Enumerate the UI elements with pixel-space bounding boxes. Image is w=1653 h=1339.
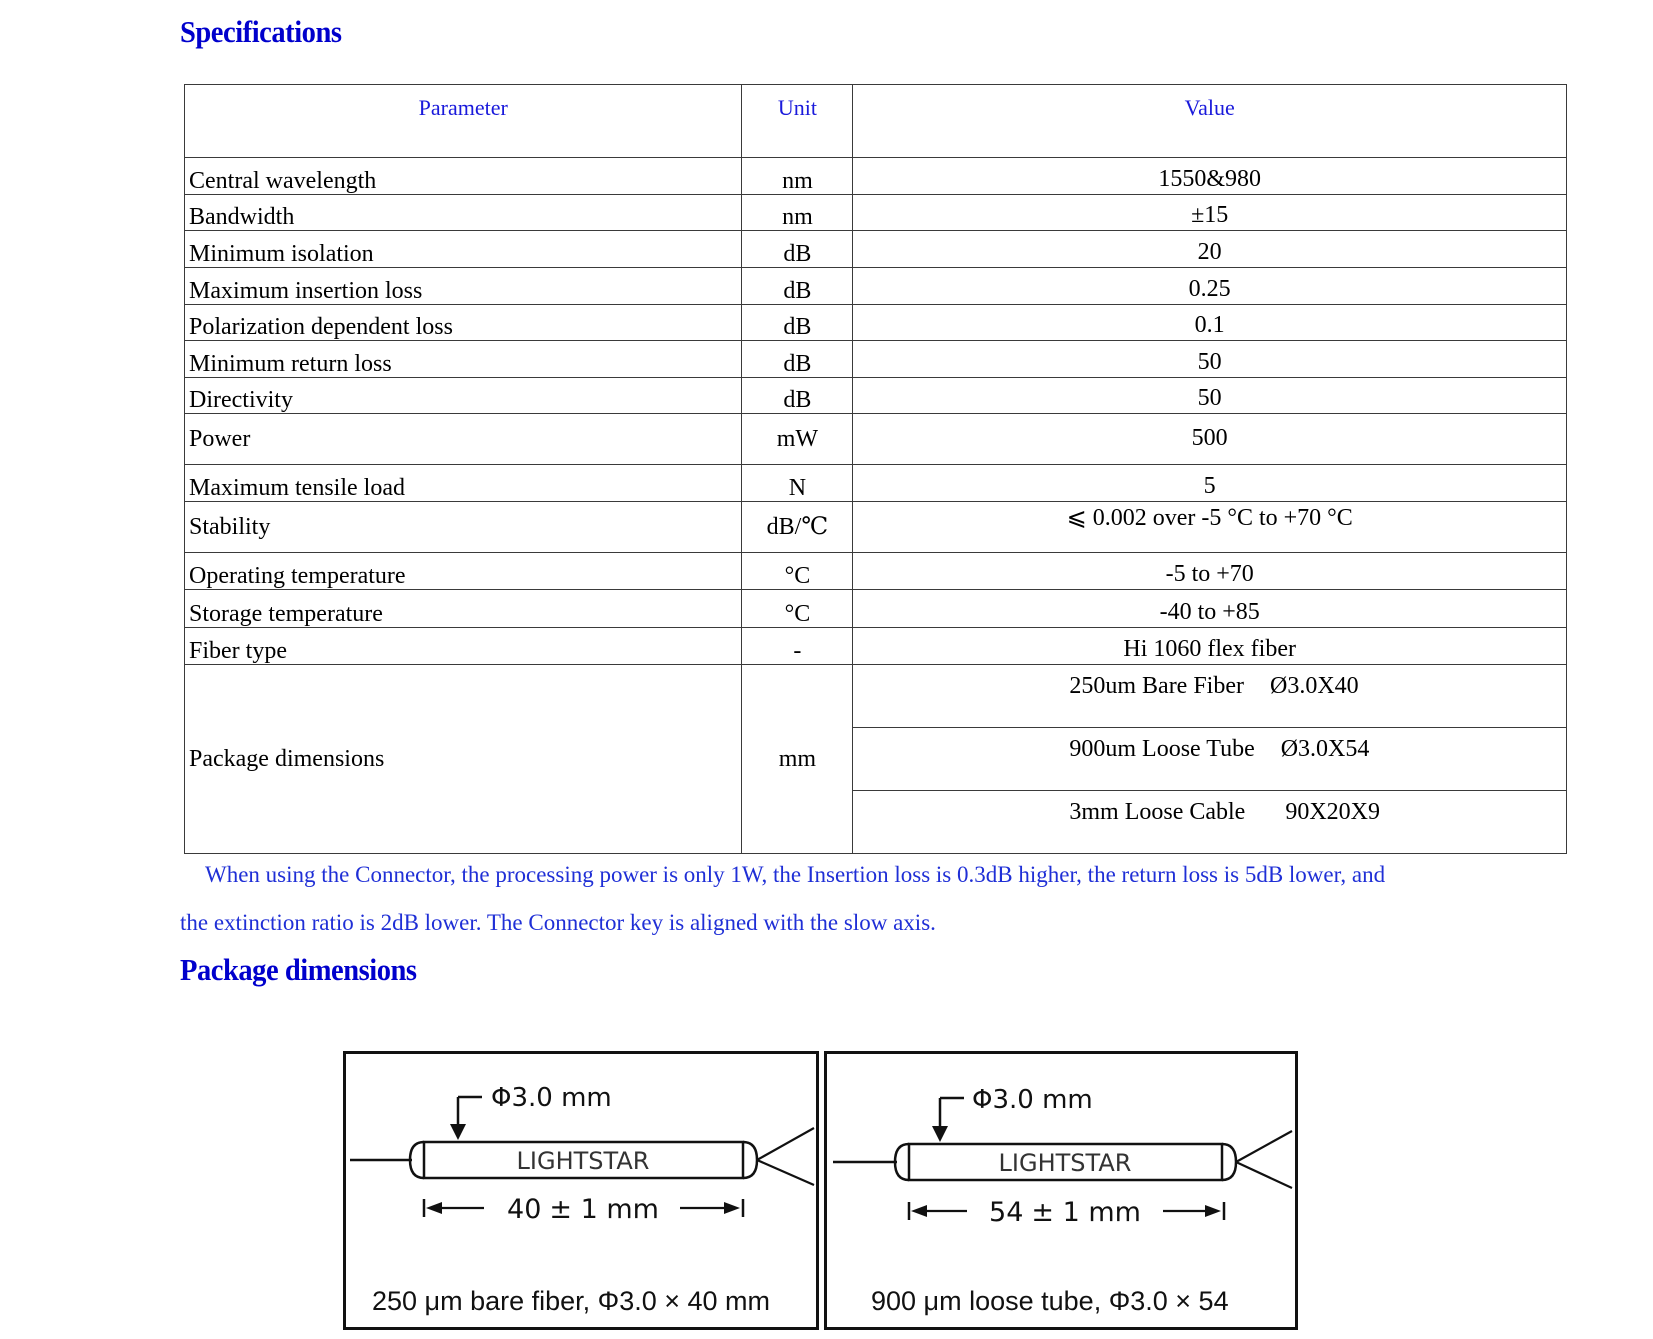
unit-cell: dB: [742, 268, 853, 305]
unit-cell: nm: [742, 158, 853, 195]
table-row: [185, 414, 1567, 465]
diagram-caption: 900 μm loose tube, Φ3.0 × 54: [871, 1286, 1229, 1316]
diagram-caption: 250 μm bare fiber, Φ3.0 × 40 mm: [372, 1286, 771, 1316]
unit-cell: nm: [742, 195, 853, 231]
table-row: [185, 628, 1567, 665]
dim-arrow-right-icon: [1205, 1205, 1221, 1217]
param-cell: Bandwidth: [185, 195, 742, 231]
param-cell: Package dimensions: [185, 665, 742, 854]
table-row: [185, 590, 1567, 628]
value-cell: Hi 1060 flex fiber: [853, 628, 1567, 665]
unit-cell: dB: [742, 231, 853, 268]
package-option-cell: [853, 665, 1567, 728]
value-cell: 0.25: [853, 268, 1567, 305]
table-row: [185, 341, 1567, 378]
table-row: [185, 158, 1567, 195]
package-option-cell: [853, 728, 1567, 791]
param-cell: Maximum tensile load: [185, 465, 742, 502]
diameter-label: Φ3.0 mm: [972, 1085, 1093, 1115]
unit-cell: dB: [742, 305, 853, 341]
package-option-cell: [853, 791, 1567, 854]
param-cell: Minimum return loss: [185, 341, 742, 378]
unit-cell: °C: [742, 553, 853, 590]
unit-cell: °C: [742, 590, 853, 628]
param-cell: Operating temperature: [185, 553, 742, 590]
length-tolerance: ± 1 mm: [1031, 1197, 1141, 1228]
value-cell: 20: [853, 231, 1567, 268]
value-cell: 50: [853, 341, 1567, 378]
param-cell: Maximum insertion loss: [185, 268, 742, 305]
param-cell: Stability: [185, 502, 742, 553]
tube-left-cap: [895, 1144, 909, 1180]
diameter-leader-line: [458, 1097, 482, 1124]
param-cell: Central wavelength: [185, 158, 742, 195]
connector-note-line-2: the extinction ratio is 2dB lower. The Connector key is aligned with the slow axis.: [180, 910, 936, 935]
header-parameter: Parameter: [185, 85, 742, 158]
table-header-row: [185, 85, 1567, 158]
table-row: [185, 268, 1567, 305]
value-cell: 1550&980: [853, 158, 1567, 195]
table-row: [185, 465, 1567, 502]
package-size: 90X20X9: [1285, 799, 1380, 825]
package-type: 3mm Loose Cable: [1069, 799, 1246, 825]
value-cell: 5: [853, 465, 1567, 502]
package-diagram-loose-tube: [824, 1051, 1298, 1330]
table-row-package: [185, 665, 1567, 728]
length-label: [507, 1194, 659, 1225]
value-cell: 0.1: [853, 305, 1567, 341]
diameter-arrow-icon: [932, 1126, 948, 1142]
diameter-leader-line: [940, 1098, 964, 1126]
unit-cell: mW: [742, 414, 853, 465]
table-row: [185, 195, 1567, 231]
brand-label: LIGHTSTAR: [998, 1149, 1132, 1177]
unit-cell: mm: [742, 665, 853, 854]
tube-right-cap: [1222, 1144, 1236, 1180]
value-cell: 500: [853, 414, 1567, 465]
value-cell: ±15: [853, 195, 1567, 231]
param-cell: Directivity: [185, 378, 742, 414]
header-value: Value: [853, 85, 1567, 158]
output-fibers: [757, 1128, 814, 1185]
diameter-label: Φ3.0 mm: [491, 1083, 612, 1113]
package-type: 900um Loose Tube: [1069, 736, 1255, 762]
length-value: 40: [507, 1194, 542, 1225]
package-dimensions-heading: Package dimensions: [180, 952, 417, 987]
package-size: Ø3.0X54: [1280, 736, 1370, 762]
value-cell: -5 to +70: [853, 553, 1567, 590]
table-row: [185, 502, 1567, 553]
package-type: 250um Bare Fiber: [1069, 673, 1244, 699]
connector-note-line-1: When using the Connector, the processing power is only 1W, the Insertion loss is 0.3dB higher, the return loss is 5dB lower, and: [205, 862, 1386, 887]
table-row: [185, 231, 1567, 268]
tube-right-cap: [743, 1142, 757, 1178]
length-label: [989, 1197, 1141, 1228]
specifications-table: [184, 84, 1567, 854]
unit-cell: -: [742, 628, 853, 665]
value-cell: ⩽ 0.002 over -5 °C to +70 °C: [853, 502, 1567, 553]
tube-left-cap: [410, 1142, 424, 1178]
param-cell: Power: [185, 414, 742, 465]
table-row: [185, 378, 1567, 414]
unit-cell: dB: [742, 378, 853, 414]
package-size: Ø3.0X40: [1270, 673, 1359, 699]
diameter-arrow-icon: [450, 1124, 466, 1140]
header-unit: Unit: [742, 85, 853, 158]
param-cell: Storage temperature: [185, 590, 742, 628]
output-fibers: [1236, 1131, 1292, 1188]
table-row: [185, 305, 1567, 341]
value-cell: 50: [853, 378, 1567, 414]
param-cell: Fiber type: [185, 628, 742, 665]
brand-label: LIGHTSTAR: [516, 1147, 650, 1175]
param-cell: Minimum isolation: [185, 231, 742, 268]
unit-cell: N: [742, 465, 853, 502]
dim-arrow-left-icon: [911, 1205, 927, 1217]
value-cell: -40 to +85: [853, 590, 1567, 628]
unit-cell: dB: [742, 341, 853, 378]
param-cell: Polarization dependent loss: [185, 305, 742, 341]
specifications-heading: Specifications: [180, 14, 342, 49]
length-value: 54: [989, 1197, 1024, 1228]
dim-arrow-left-icon: [426, 1202, 442, 1214]
dim-arrow-right-icon: [724, 1202, 740, 1214]
unit-cell: dB/℃: [742, 502, 853, 553]
table-row: [185, 553, 1567, 590]
length-tolerance: ± 1 mm: [549, 1194, 659, 1225]
package-diagram-bare-fiber: [343, 1051, 819, 1330]
